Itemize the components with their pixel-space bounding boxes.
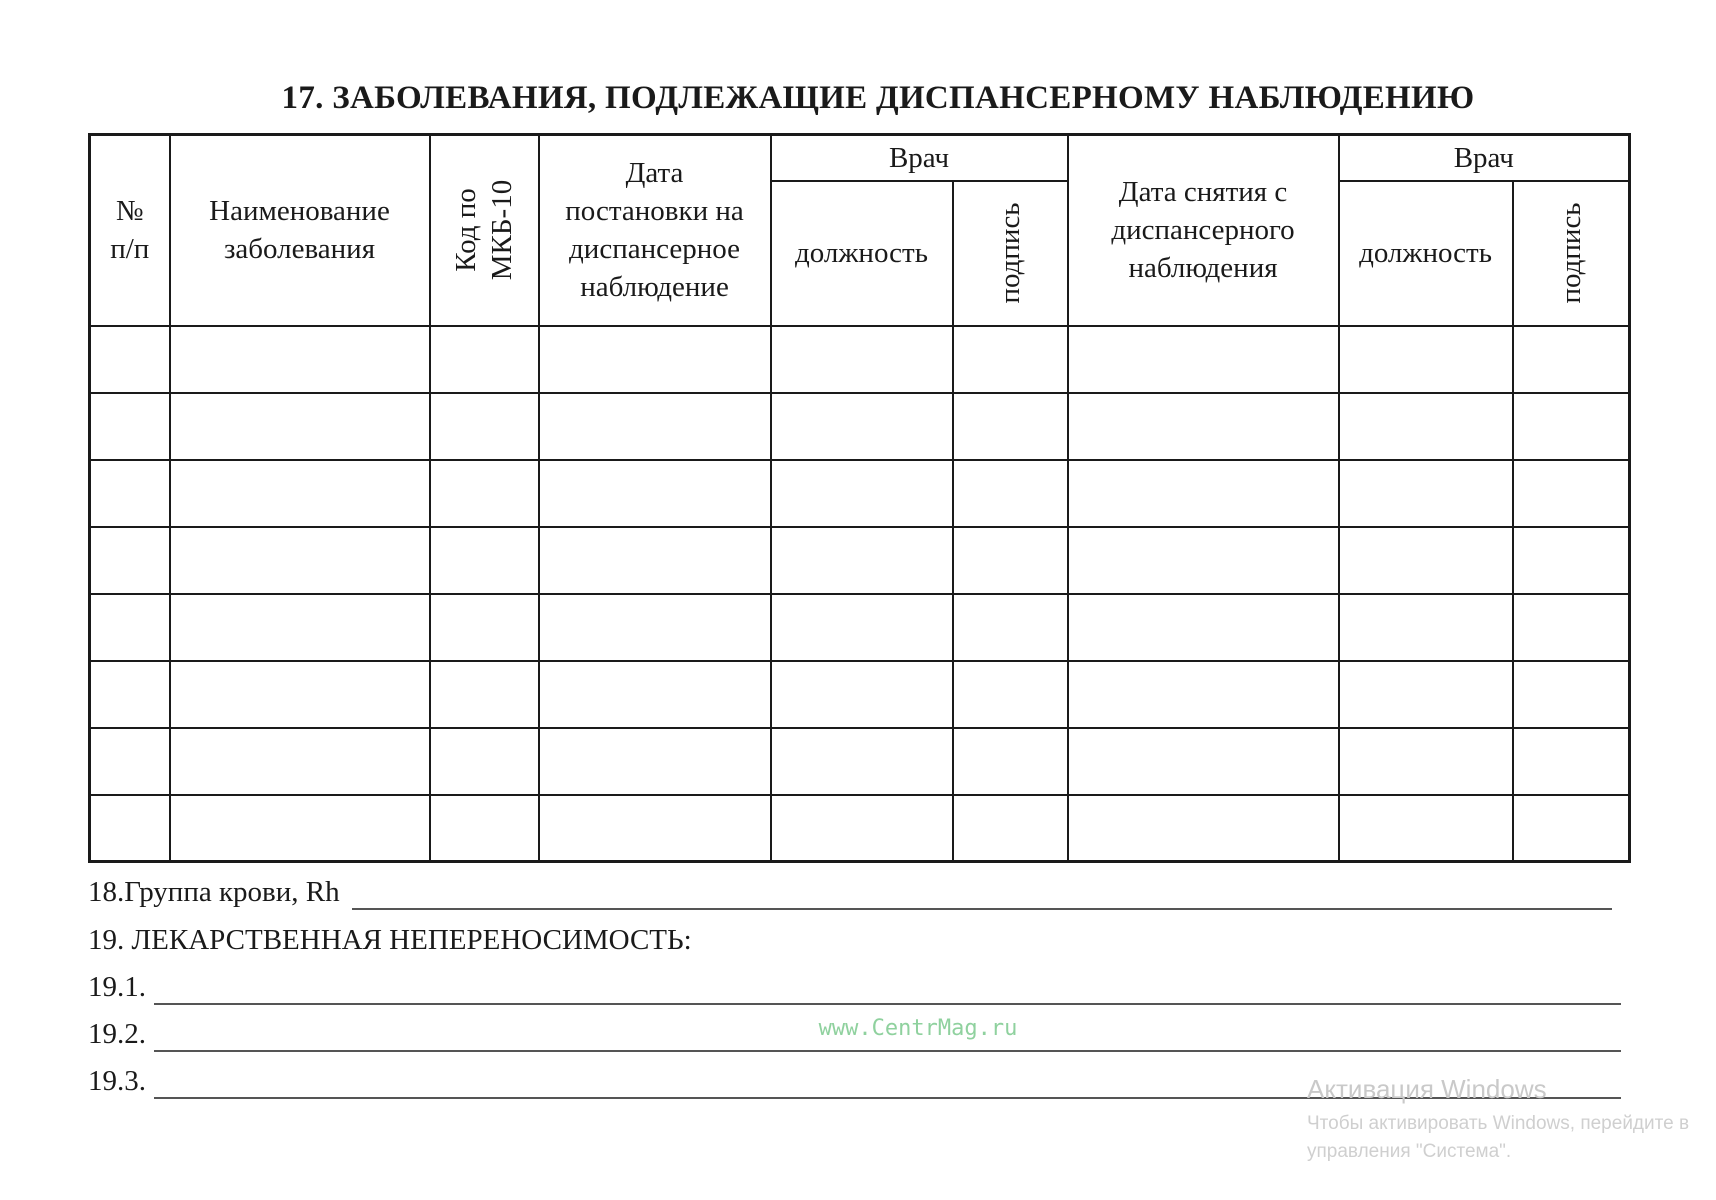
table-cell[interactable] — [539, 326, 771, 393]
table-cell[interactable] — [90, 594, 170, 661]
table-cell[interactable] — [1339, 460, 1513, 527]
table-cell[interactable] — [90, 527, 170, 594]
windows-activation-title: Активация Windows — [1307, 1074, 1547, 1104]
table-row — [90, 393, 1630, 460]
table-cell[interactable] — [1068, 594, 1339, 661]
table-cell[interactable] — [1513, 795, 1630, 862]
table-cell[interactable] — [1339, 594, 1513, 661]
table-cell[interactable] — [170, 795, 430, 862]
table-cell[interactable] — [430, 460, 539, 527]
table-cell[interactable] — [90, 728, 170, 795]
header-disease-name: Наименование заболевания — [170, 135, 430, 326]
table-cell[interactable] — [1068, 728, 1339, 795]
table-cell[interactable] — [170, 326, 430, 393]
blood-group-field[interactable] — [352, 908, 1612, 910]
table-cell[interactable] — [430, 728, 539, 795]
table-cell[interactable] — [539, 728, 771, 795]
header-registration-date: Дата постановки на диспансерное наблюдение — [539, 135, 771, 326]
table-cell[interactable] — [430, 661, 539, 728]
table-cell[interactable] — [953, 795, 1068, 862]
table-cell[interactable] — [953, 527, 1068, 594]
header-row-number: № п/п — [90, 135, 170, 326]
table-cell[interactable] — [1513, 527, 1630, 594]
drug-intolerance-title: 19. ЛЕКАРСТВЕННАЯ НЕПЕРЕНОСИМОСТЬ: — [88, 924, 692, 956]
table-cell[interactable] — [771, 326, 953, 393]
table-cell[interactable] — [90, 795, 170, 862]
header-doctor-group-2: Врач — [1339, 135, 1630, 181]
header-icd10-code: Код по МКБ-10 — [430, 135, 539, 326]
table-cell[interactable] — [1068, 326, 1339, 393]
intolerance-item-label: 19.1. — [88, 971, 146, 1003]
table-cell[interactable] — [1513, 393, 1630, 460]
dispensary-observation-table — [88, 133, 1631, 863]
table-row — [90, 661, 1630, 728]
table-cell[interactable] — [953, 460, 1068, 527]
windows-activation-text: Чтобы активировать Windows, перейдите в управления "Система". — [1307, 1113, 1690, 1162]
blood-group-label: 18.Группа крови, Rh — [88, 876, 340, 908]
table-cell[interactable] — [771, 661, 953, 728]
table-cell[interactable] — [1339, 393, 1513, 460]
site-watermark: www.CentrMag.ru — [818, 1016, 1018, 1041]
table-cell[interactable] — [430, 393, 539, 460]
table-cell[interactable] — [771, 460, 953, 527]
table-cell[interactable] — [430, 326, 539, 393]
table-cell[interactable] — [170, 393, 430, 460]
table-cell[interactable] — [771, 728, 953, 795]
table-cell[interactable] — [430, 594, 539, 661]
intolerance-item-label: 19.2. — [88, 1018, 146, 1050]
table-row — [90, 326, 1630, 393]
intolerance-field-2[interactable] — [154, 1050, 1621, 1052]
table-cell[interactable] — [953, 594, 1068, 661]
header-doctor-signature-1: подпись — [953, 181, 1068, 326]
header-deregistration-date: Дата снятия с диспансерного наблюдения — [1068, 135, 1339, 326]
table-cell[interactable] — [1068, 460, 1339, 527]
intolerance-item-label: 19.3. — [88, 1065, 146, 1097]
table-cell[interactable] — [1513, 661, 1630, 728]
form-section-title: 17. ЗАБОЛЕВАНИЯ, ПОДЛЕЖАЩИЕ ДИСПАНСЕРНОМУ НАБЛЮДЕНИЮ — [281, 80, 1475, 116]
table-cell[interactable] — [1339, 527, 1513, 594]
header-doctor-position-2: должность — [1339, 181, 1513, 326]
table-cell[interactable] — [90, 460, 170, 527]
table-cell[interactable] — [1513, 728, 1630, 795]
header-doctor-signature-2: подпись — [1513, 181, 1630, 326]
table-cell[interactable] — [539, 594, 771, 661]
table-cell[interactable] — [170, 728, 430, 795]
table-cell[interactable] — [539, 795, 771, 862]
table-row — [90, 795, 1630, 862]
table-cell[interactable] — [90, 393, 170, 460]
table-cell[interactable] — [430, 795, 539, 862]
table-cell[interactable] — [1513, 460, 1630, 527]
table-cell[interactable] — [771, 795, 953, 862]
table-cell[interactable] — [90, 326, 170, 393]
table-cell[interactable] — [953, 661, 1068, 728]
table-cell[interactable] — [953, 728, 1068, 795]
table-cell[interactable] — [1068, 795, 1339, 862]
table-cell[interactable] — [1068, 661, 1339, 728]
table-cell[interactable] — [953, 393, 1068, 460]
table-cell[interactable] — [539, 460, 771, 527]
table-cell[interactable] — [1513, 594, 1630, 661]
intolerance-field-1[interactable] — [154, 1003, 1621, 1005]
table-row — [90, 527, 1630, 594]
table-cell[interactable] — [170, 527, 430, 594]
table-cell[interactable] — [771, 527, 953, 594]
table-cell[interactable] — [771, 393, 953, 460]
table-cell[interactable] — [953, 326, 1068, 393]
table-row — [90, 460, 1630, 527]
table-cell[interactable] — [1339, 795, 1513, 862]
table-cell[interactable] — [539, 393, 771, 460]
table-cell[interactable] — [430, 527, 539, 594]
table-cell[interactable] — [1339, 661, 1513, 728]
table-row — [90, 728, 1630, 795]
table-cell[interactable] — [539, 661, 771, 728]
table-cell[interactable] — [1339, 728, 1513, 795]
table-cell[interactable] — [771, 594, 953, 661]
table-cell[interactable] — [90, 661, 170, 728]
table-cell[interactable] — [1068, 527, 1339, 594]
header-doctor-position-1: должность — [771, 181, 953, 326]
table-cell[interactable] — [1513, 326, 1630, 393]
table-cell[interactable] — [170, 661, 430, 728]
header-doctor-group-1: Врач — [771, 135, 1068, 181]
table-cell[interactable] — [170, 460, 430, 527]
table-cell[interactable] — [539, 527, 771, 594]
table-cell[interactable] — [1068, 393, 1339, 460]
table-cell[interactable] — [1339, 326, 1513, 393]
table-cell[interactable] — [170, 594, 430, 661]
table-row — [90, 594, 1630, 661]
